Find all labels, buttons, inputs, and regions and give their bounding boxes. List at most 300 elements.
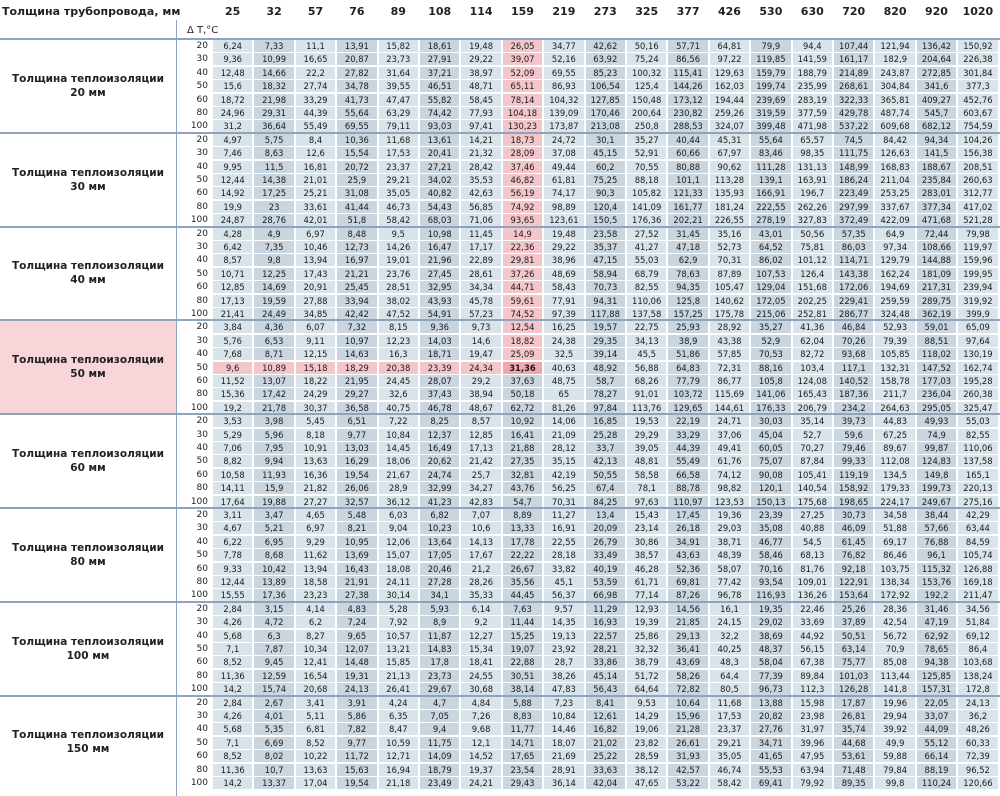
- table-cell: 33,29: [668, 429, 707, 441]
- table-cell: 67,97: [710, 147, 749, 159]
- table-cell: 9,36: [213, 53, 252, 65]
- table-cell: 10,89: [254, 362, 293, 374]
- table-cell: 21,13: [379, 670, 418, 682]
- table-cell: 25,45: [337, 281, 376, 293]
- table-cell: 13,94: [296, 254, 335, 266]
- table-cell: 44,45: [503, 589, 542, 601]
- table-cell: 47,47: [379, 94, 418, 106]
- delta-t-value: 20: [196, 603, 208, 614]
- column-header-920: 920: [925, 5, 948, 18]
- table-cell: 12,73: [337, 241, 376, 253]
- table-cell: 12,85: [213, 281, 252, 293]
- table-cell: 47,83: [544, 683, 583, 695]
- table-cell: 27,88: [296, 295, 335, 307]
- table-cell: 54,43: [420, 201, 459, 213]
- table-cell: 123,53: [710, 496, 749, 508]
- table-cell: 66,14: [917, 750, 956, 762]
- table-cell: 97,64: [958, 335, 997, 347]
- table-cell: 30,03: [751, 415, 790, 427]
- table-cell: 69,55: [544, 67, 583, 79]
- table-cell: 41,73: [337, 94, 376, 106]
- table-cell: 19,59: [254, 295, 293, 307]
- delta-t-value: 20: [196, 322, 208, 333]
- delta-t-value: 30: [196, 54, 208, 65]
- table-cell: 110,24: [917, 777, 956, 789]
- table-cell: 63,29: [379, 107, 418, 119]
- table-cell: 19,54: [337, 469, 376, 481]
- table-cell: 40,44: [668, 134, 707, 146]
- table-cell: 86,02: [751, 254, 790, 266]
- table-cell: 104,26: [958, 134, 997, 146]
- table-cell: 264,63: [875, 402, 914, 414]
- table-cell: 4,65: [296, 509, 335, 521]
- table-cell: 16,29: [337, 455, 376, 467]
- table-cell: 58,94: [586, 268, 625, 280]
- table-cell: 39,05: [627, 442, 666, 454]
- table-cell: 21,2: [461, 563, 500, 575]
- table-cell: 11,1: [296, 40, 335, 52]
- table-cell: 96,1: [917, 549, 956, 561]
- table-cell: 86,77: [710, 375, 749, 387]
- delta-t-value: 40: [196, 67, 208, 78]
- table-cell: 31,45: [668, 228, 707, 240]
- table-cell: 70,16: [751, 563, 790, 575]
- table-cell: 87,84: [793, 455, 832, 467]
- table-cell: 66,98: [586, 589, 625, 601]
- table-cell: 110,97: [668, 496, 707, 508]
- table-cell: 8,21: [337, 522, 376, 534]
- table-cell: 14,38: [254, 174, 293, 186]
- table-cell: 7,82: [337, 723, 376, 735]
- table-cell: 213,08: [586, 120, 625, 132]
- table-cell: 18,29: [337, 362, 376, 374]
- table-cell: 43,63: [668, 549, 707, 561]
- table-cell: 62,04: [793, 335, 832, 347]
- table-cell: 48,26: [958, 723, 997, 735]
- table-cell: 34,13: [627, 335, 666, 347]
- table-cell: 7,05: [420, 710, 459, 722]
- table-cell: 32,5: [544, 348, 583, 360]
- table-cell: 125,85: [917, 670, 956, 682]
- table-cell: 11,93: [254, 469, 293, 481]
- delta-t-value: 20: [196, 134, 208, 145]
- table-cell: 199,73: [917, 482, 956, 494]
- table-cell: 12,15: [296, 348, 335, 360]
- delta-t-value: 80: [196, 577, 208, 587]
- table-cell: 181,09: [917, 268, 956, 280]
- table-cell: 24,21: [461, 777, 500, 789]
- table-cell: 200,64: [627, 107, 666, 119]
- table-cell: 136,42: [917, 40, 956, 52]
- table-cell: 13,37: [254, 777, 293, 789]
- insulation-label-line2: 60 мм: [70, 462, 106, 475]
- table-cell: 301,84: [958, 67, 997, 79]
- table-cell: 6,14: [461, 603, 500, 615]
- table-cell: 7,06: [213, 442, 252, 454]
- delta-t-value: 50: [196, 737, 208, 748]
- table-cell: 11,5: [254, 161, 293, 173]
- table-cell: 67,38: [793, 656, 832, 668]
- table-cell: 38,79: [627, 656, 666, 668]
- table-cell: 48,69: [544, 268, 583, 280]
- table-cell: 5,68: [213, 630, 252, 642]
- table-cell: 141,5: [917, 147, 956, 159]
- delta-t-value: 30: [196, 242, 208, 252]
- table-cell: 58,42: [379, 214, 418, 226]
- table-cell: 140,52: [834, 375, 873, 387]
- table-cell: 521,28: [958, 214, 997, 226]
- table-cell: 36,12: [379, 496, 418, 508]
- table-cell: 40,25: [710, 643, 749, 655]
- table-cell: 17,17: [461, 241, 500, 253]
- table-cell: 97,39: [544, 308, 583, 320]
- table-cell: 123,61: [544, 214, 583, 226]
- table-cell: 150,92: [958, 40, 997, 52]
- table-cell: 21,09: [544, 429, 583, 441]
- table-cell: 8,41: [586, 697, 625, 709]
- table-cell: 79,92: [793, 777, 832, 789]
- table-cell: 172,8: [958, 683, 997, 695]
- table-cell: 7,32: [337, 321, 376, 333]
- table-cell: 206,79: [793, 402, 832, 414]
- table-cell: 52,9: [751, 335, 790, 347]
- table-cell: 97,34: [875, 241, 914, 253]
- table-cell: 327,83: [793, 214, 832, 226]
- table-cell: 24,55: [461, 670, 500, 682]
- insulation-label-line1: Толщина теплоизоляции: [12, 635, 164, 648]
- table-cell: 29,81: [503, 254, 542, 266]
- column-header-89: 89: [390, 5, 406, 18]
- table-cell: 81,76: [793, 563, 832, 575]
- table-cell: 32,81: [503, 469, 542, 481]
- table-cell: 29,94: [875, 710, 914, 722]
- table-cell: 36,64: [254, 120, 293, 132]
- table-cell: 65,11: [503, 80, 542, 92]
- table-cell: 111,28: [751, 161, 790, 173]
- table-cell: 87,89: [710, 268, 749, 280]
- table-cell: 172,06: [834, 281, 873, 293]
- column-header-530: 530: [759, 5, 783, 18]
- table-cell: 105,74: [958, 549, 997, 561]
- table-cell: 7,07: [461, 509, 500, 521]
- table-cell: 15,54: [337, 147, 376, 159]
- table-cell: 8,52: [296, 737, 335, 749]
- table-cell: 11,87: [420, 630, 459, 642]
- table-cell: 138,34: [875, 576, 914, 588]
- table-cell: 14,35: [544, 616, 583, 628]
- table-cell: 79,46: [834, 442, 873, 454]
- insulation-label-line1: Толщина теплоизоляции: [12, 72, 164, 85]
- table-cell: 101,03: [834, 670, 873, 682]
- table-cell: 156,38: [958, 147, 997, 159]
- table-cell: 75,24: [627, 53, 666, 65]
- column-header-219: 219: [552, 5, 576, 18]
- table-cell: 25,21: [296, 187, 335, 199]
- table-cell: 35,74: [834, 723, 873, 735]
- table-cell: 14,46: [544, 723, 583, 735]
- table-cell: 77,93: [461, 107, 500, 119]
- table-cell: 283,01: [917, 187, 956, 199]
- table-cell: 30,68: [461, 683, 500, 695]
- table-cell: 149,8: [917, 469, 956, 481]
- table-cell: 55,53: [751, 764, 790, 776]
- table-cell: 29,35: [586, 335, 625, 347]
- table-cell: 58,46: [751, 549, 790, 561]
- table-cell: 141,59: [793, 53, 832, 65]
- table-cell: 54,5: [793, 536, 832, 548]
- table-cell: 5,35: [254, 723, 293, 735]
- table-cell: 175,68: [793, 496, 832, 508]
- table-cell: 32,99: [420, 482, 459, 494]
- table-cell: 93,68: [834, 348, 873, 360]
- table-cell: 14,66: [254, 67, 293, 79]
- table-cell: 260,38: [958, 388, 997, 400]
- table-cell: 12,59: [254, 670, 293, 682]
- table-cell: 208,51: [958, 161, 997, 173]
- table-cell: 7,26: [461, 710, 500, 722]
- table-cell: 21,85: [668, 616, 707, 628]
- table-cell: 14,11: [213, 482, 252, 494]
- table-cell: 417,02: [958, 201, 997, 213]
- table-cell: 15,98: [793, 697, 832, 709]
- table-cell: 11,62: [296, 549, 335, 561]
- table-cell: 38,44: [917, 509, 956, 521]
- table-cell: 158,92: [834, 482, 873, 494]
- table-cell: 113,44: [875, 670, 914, 682]
- table-cell: 235,84: [917, 174, 956, 186]
- delta-t-value: 30: [196, 148, 208, 159]
- table-cell: 70,27: [793, 442, 832, 454]
- table-cell: 33,94: [337, 295, 376, 307]
- delta-t-value: 80: [196, 389, 208, 400]
- table-cell: 56,37: [544, 589, 583, 601]
- table-cell: 29,22: [544, 241, 583, 253]
- table-cell: 141,06: [751, 388, 790, 400]
- table-cell: 16,85: [586, 415, 625, 427]
- table-cell: 27,27: [296, 496, 335, 508]
- table-cell: 19,2: [213, 402, 252, 414]
- table-cell: 125,8: [668, 295, 707, 307]
- table-cell: 4,72: [254, 616, 293, 628]
- table-cell: 16,82: [586, 723, 625, 735]
- insulation-label-text: [0, 72, 176, 100]
- table-cell: 38,96: [544, 254, 583, 266]
- table-cell: 34,1: [420, 589, 459, 601]
- table-cell: 18,72: [213, 94, 252, 106]
- table-cell: 14,13: [461, 536, 500, 548]
- table-cell: 35,37: [586, 241, 625, 253]
- table-cell: 188,79: [793, 67, 832, 79]
- table-cell: 172,92: [875, 589, 914, 601]
- column-header-820: 820: [883, 5, 907, 18]
- insulation-label-text: [0, 259, 176, 287]
- delta-t-value: 30: [196, 429, 208, 440]
- table-cell: 176,33: [751, 402, 790, 414]
- table-cell: 99,33: [834, 455, 873, 467]
- table-cell: 47,18: [668, 241, 707, 253]
- table-cell: 8,83: [503, 710, 542, 722]
- table-cell: 14,03: [420, 335, 459, 347]
- column-header-32: 32: [266, 5, 282, 18]
- table-cell: 35,56: [503, 576, 542, 588]
- delta-t-value: 40: [196, 255, 208, 266]
- delta-t-value: 100: [190, 215, 208, 226]
- table-cell: 235,99: [793, 80, 832, 92]
- table-cell: 259,26: [710, 107, 749, 119]
- table-cell: 3,98: [254, 415, 293, 427]
- table-cell: 65: [544, 388, 583, 400]
- table-cell: 4,36: [254, 321, 293, 333]
- table-cell: 8,48: [337, 228, 376, 240]
- table-cell: 89,84: [793, 670, 832, 682]
- table-cell: 27,52: [627, 228, 666, 240]
- table-cell: 52,7: [793, 429, 832, 441]
- table-cell: 57,35: [834, 228, 873, 240]
- table-cell: 4,01: [254, 710, 293, 722]
- table-cell: 115,41: [668, 67, 707, 79]
- table-title: Толщина трубопровода, мм: [2, 5, 181, 18]
- delta-t-value: 40: [196, 724, 208, 735]
- delta-t-value: 100: [190, 402, 208, 413]
- table-cell: 28,18: [544, 549, 583, 561]
- table-cell: 45,1: [544, 576, 583, 588]
- table-cell: 61,81: [544, 174, 583, 186]
- table-cell: 39,55: [379, 80, 418, 92]
- table-cell: 8,15: [379, 321, 418, 333]
- table-cell: 8,47: [379, 723, 418, 735]
- table-cell: 27,38: [337, 589, 376, 601]
- table-cell: 452,76: [958, 94, 997, 106]
- table-cell: 46,82: [503, 174, 542, 186]
- table-cell: 6,51: [337, 415, 376, 427]
- table-cell: 29,21: [379, 174, 418, 186]
- table-cell: 6,97: [296, 522, 335, 534]
- column-header-426: 426: [718, 5, 741, 18]
- table-cell: 103,4: [793, 362, 832, 374]
- table-cell: 139,1: [751, 174, 790, 186]
- delta-t-label: Δ T,°C: [187, 25, 219, 36]
- table-cell: 12,44: [213, 576, 252, 588]
- column-header-159: 159: [511, 5, 534, 18]
- table-cell: 182,9: [875, 53, 914, 65]
- table-cell: 16,65: [296, 53, 335, 65]
- table-cell: 62,72: [503, 402, 542, 414]
- table-cell: 38,02: [379, 295, 418, 307]
- table-cell: 6,07: [296, 321, 335, 333]
- table-cell: 112,3: [793, 683, 832, 695]
- table-cell: 97,22: [710, 53, 749, 65]
- table-cell: 8,82: [213, 455, 252, 467]
- table-cell: 24,87: [213, 214, 252, 226]
- table-cell: 12,54: [503, 321, 542, 333]
- delta-t-value: 50: [196, 175, 208, 185]
- table-cell: 3,47: [254, 509, 293, 521]
- table-cell: 22,88: [503, 656, 542, 668]
- table-cell: 98,89: [544, 201, 583, 213]
- table-cell: 10,84: [379, 429, 418, 441]
- table-cell: 58,7: [586, 375, 625, 387]
- table-cell: 119,19: [834, 469, 873, 481]
- table-cell: 16,54: [296, 670, 335, 682]
- table-cell: 30,1: [586, 134, 625, 146]
- table-cell: 12,07: [337, 643, 376, 655]
- table-cell: 14,48: [337, 656, 376, 668]
- table-cell: 7,68: [213, 348, 252, 360]
- table-cell: 37,63: [503, 375, 542, 387]
- table-cell: 27,45: [420, 268, 459, 280]
- table-cell: 56,43: [586, 683, 625, 695]
- table-cell: 9,2: [461, 616, 500, 628]
- table-cell: 96,52: [958, 764, 997, 776]
- table-cell: 4,67: [213, 522, 252, 534]
- table-cell: 59,61: [503, 295, 542, 307]
- table-cell: 23,14: [627, 522, 666, 534]
- table-cell: 17,43: [296, 268, 335, 280]
- table-cell: 17,05: [420, 549, 459, 561]
- table-cell: 13,63: [296, 455, 335, 467]
- table-cell: 170,46: [586, 107, 625, 119]
- table-cell: 77,39: [751, 670, 790, 682]
- table-cell: 177,03: [917, 375, 956, 387]
- table-cell: 9,73: [461, 321, 500, 333]
- table-cell: 51,8: [337, 214, 376, 226]
- table-cell: 33,7: [586, 442, 625, 454]
- insulation-label-line1: Толщина теплоизоляции: [12, 448, 164, 461]
- table-cell: 17,65: [503, 750, 542, 762]
- table-cell: 33,07: [917, 710, 956, 722]
- table-cell: 9,6: [213, 362, 252, 374]
- table-cell: 122,91: [834, 576, 873, 588]
- table-cell: 58,58: [627, 469, 666, 481]
- table-cell: 74,17: [544, 187, 583, 199]
- table-cell: 239,94: [958, 281, 997, 293]
- table-cell: 88,18: [627, 174, 666, 186]
- table-cell: 286,77: [834, 308, 873, 320]
- table-cell: 76,88: [917, 536, 956, 548]
- table-cell: 3,84: [213, 321, 252, 333]
- table-cell: 27,28: [420, 576, 459, 588]
- delta-t-value: 30: [196, 617, 208, 628]
- delta-t-value: 100: [190, 778, 208, 788]
- table-cell: 5,11: [296, 710, 335, 722]
- table-cell: 13,33: [503, 522, 542, 534]
- table-cell: 25,7: [461, 469, 500, 481]
- table-cell: 15,55: [213, 589, 252, 601]
- table-cell: 22,05: [917, 697, 956, 709]
- table-cell: 119,85: [751, 53, 790, 65]
- delta-t-value: 50: [196, 81, 208, 92]
- table-cell: 18,32: [254, 80, 293, 92]
- table-cell: 24,15: [710, 616, 749, 628]
- table-cell: 19,31: [337, 670, 376, 682]
- table-cell: 80,5: [710, 683, 749, 695]
- table-cell: 7,87: [254, 643, 293, 655]
- table-cell: 55,64: [751, 134, 790, 146]
- table-cell: 2,67: [254, 697, 293, 709]
- table-cell: 65,57: [793, 134, 832, 146]
- table-cell: 67,4: [586, 482, 625, 494]
- table-cell: 99,87: [917, 442, 956, 454]
- table-cell: 20,38: [379, 362, 418, 374]
- column-header-630: 630: [800, 5, 824, 18]
- delta-t-value: 20: [196, 416, 208, 427]
- table-cell: 13,64: [420, 536, 459, 548]
- column-header-114: 114: [469, 5, 493, 18]
- table-cell: 50,51: [834, 630, 873, 642]
- table-cell: 337,67: [875, 201, 914, 213]
- table-cell: 69,12: [958, 630, 997, 642]
- table-cell: 6,82: [420, 509, 459, 521]
